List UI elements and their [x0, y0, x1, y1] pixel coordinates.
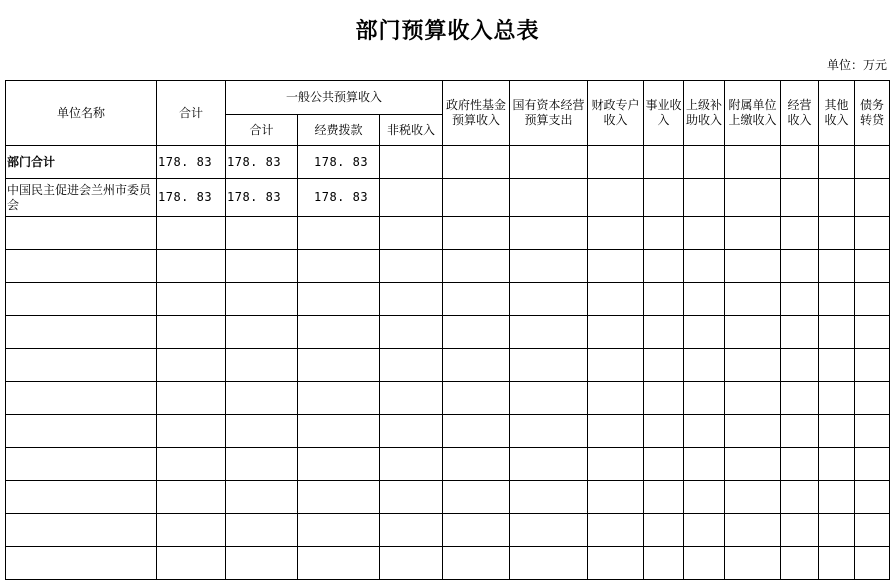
- table-cell: [644, 481, 684, 514]
- header-affiliated: 附属单位上缴收入: [725, 81, 781, 146]
- table-cell: [684, 415, 725, 448]
- table-cell: [510, 146, 588, 179]
- header-debt: 债务转贷: [855, 81, 890, 146]
- table-cell: [157, 514, 226, 547]
- table-cell: [855, 349, 890, 382]
- table-cell: [855, 316, 890, 349]
- table-cell: [819, 448, 855, 481]
- table-cell: [725, 179, 781, 217]
- table-row-empty: [6, 349, 890, 382]
- table-cell: [819, 146, 855, 179]
- table-cell: [226, 217, 298, 250]
- table-cell: [588, 349, 644, 382]
- table-cell: [157, 415, 226, 448]
- table-cell: [157, 349, 226, 382]
- table-cell: [298, 415, 380, 448]
- table-cell: [855, 146, 890, 179]
- table-cell: [644, 415, 684, 448]
- table-cell: [298, 349, 380, 382]
- table-cell: [443, 481, 510, 514]
- table-cell: [510, 349, 588, 382]
- table-cell: [6, 382, 157, 415]
- table-row-empty: [6, 250, 890, 283]
- header-appropriation: 经费拨款: [298, 115, 380, 146]
- table-cell: [855, 481, 890, 514]
- table-cell: [725, 283, 781, 316]
- table-cell: [443, 415, 510, 448]
- table-cell: [380, 349, 443, 382]
- table-cell: [443, 547, 510, 580]
- table-cell: [380, 316, 443, 349]
- table-cell: [510, 316, 588, 349]
- table-cell: [380, 250, 443, 283]
- table-cell: [684, 283, 725, 316]
- table-cell: [510, 179, 588, 217]
- table-cell: [855, 514, 890, 547]
- table-cell: [226, 316, 298, 349]
- header-business: 事业收入: [644, 81, 684, 146]
- table-cell: [644, 547, 684, 580]
- table-cell: [443, 179, 510, 217]
- table-cell: [380, 146, 443, 179]
- header-non-tax: 非税收入: [380, 115, 443, 146]
- header-gov-fund: 政府性基金预算收入: [443, 81, 510, 146]
- table-cell: [725, 514, 781, 547]
- row-appropriation: 178. 83: [298, 146, 380, 179]
- table-cell: [644, 349, 684, 382]
- table-cell: [819, 283, 855, 316]
- row-appropriation: 178. 83: [298, 179, 380, 217]
- table-cell: [6, 283, 157, 316]
- table-cell: [781, 547, 819, 580]
- table-cell: [684, 250, 725, 283]
- table-cell: [157, 547, 226, 580]
- table-cell: [226, 448, 298, 481]
- table-cell: [443, 283, 510, 316]
- table-cell: [725, 146, 781, 179]
- table-cell: [157, 250, 226, 283]
- table-cell: [725, 415, 781, 448]
- table-cell: [781, 250, 819, 283]
- table-cell: [781, 217, 819, 250]
- header-fiscal-special: 财政专户收入: [588, 81, 644, 146]
- row-unit-name: 部门合计: [6, 146, 157, 179]
- table-cell: [684, 179, 725, 217]
- header-other: 其他收入: [819, 81, 855, 146]
- table-cell: [644, 217, 684, 250]
- table-cell: [725, 481, 781, 514]
- table-cell: [443, 448, 510, 481]
- table-cell: [855, 448, 890, 481]
- table-cell: [855, 415, 890, 448]
- table-cell: [443, 514, 510, 547]
- header-state-capital: 国有资本经营预算支出: [510, 81, 588, 146]
- table-cell: [510, 547, 588, 580]
- table-cell: [298, 250, 380, 283]
- table-cell: [588, 283, 644, 316]
- table-cell: [781, 316, 819, 349]
- table-row-empty: [6, 217, 890, 250]
- table-cell: [226, 250, 298, 283]
- table-row-empty: [6, 547, 890, 580]
- table-cell: [298, 481, 380, 514]
- table-cell: [725, 547, 781, 580]
- table-cell: [380, 382, 443, 415]
- table-cell: [819, 481, 855, 514]
- table-cell: [684, 481, 725, 514]
- table-cell: [443, 382, 510, 415]
- table-cell: [588, 481, 644, 514]
- table-cell: [298, 382, 380, 415]
- header-row-1: [6, 81, 890, 115]
- header-unit-name: 单位名称: [6, 81, 157, 146]
- table-cell: [725, 316, 781, 349]
- table-cell: [588, 179, 644, 217]
- table-cell: [588, 547, 644, 580]
- table-cell: [644, 283, 684, 316]
- header-general-total: 合计: [226, 115, 298, 146]
- table-cell: [298, 316, 380, 349]
- table-row: [6, 146, 890, 179]
- table-cell: [298, 448, 380, 481]
- header-operating: 经营收入: [781, 81, 819, 146]
- table-cell: [819, 250, 855, 283]
- table-cell: [684, 146, 725, 179]
- row-general-total: 178. 83: [226, 146, 298, 179]
- table-cell: [725, 217, 781, 250]
- table-cell: [588, 217, 644, 250]
- table-cell: [157, 217, 226, 250]
- table-cell: [855, 382, 890, 415]
- table-cell: [443, 146, 510, 179]
- table-cell: [781, 514, 819, 547]
- header-total: 合计: [157, 81, 226, 146]
- table-cell: [781, 382, 819, 415]
- table-cell: [644, 146, 684, 179]
- table-cell: [644, 179, 684, 217]
- table-cell: [226, 514, 298, 547]
- table-cell: [684, 514, 725, 547]
- table-cell: [781, 448, 819, 481]
- table-cell: [855, 283, 890, 316]
- table-cell: [588, 316, 644, 349]
- table-cell: [588, 415, 644, 448]
- table-cell: [725, 349, 781, 382]
- table-cell: [819, 179, 855, 217]
- table-cell: [443, 349, 510, 382]
- table-cell: [226, 547, 298, 580]
- table-cell: [819, 547, 855, 580]
- table-cell: [510, 481, 588, 514]
- table-cell: [6, 217, 157, 250]
- table-row-empty: [6, 382, 890, 415]
- table-cell: [781, 349, 819, 382]
- table-cell: [684, 217, 725, 250]
- table-cell: [588, 382, 644, 415]
- table-cell: [443, 316, 510, 349]
- row-general-total: 178. 83: [226, 179, 298, 217]
- table-cell: [781, 481, 819, 514]
- table-cell: [6, 547, 157, 580]
- table-cell: [819, 316, 855, 349]
- table-cell: [380, 415, 443, 448]
- table-cell: [725, 382, 781, 415]
- table-cell: [684, 382, 725, 415]
- table-cell: [298, 283, 380, 316]
- table-row-empty: [6, 448, 890, 481]
- table-cell: [781, 415, 819, 448]
- table-cell: [510, 448, 588, 481]
- table-cell: [298, 547, 380, 580]
- table-cell: [380, 217, 443, 250]
- table-cell: [725, 250, 781, 283]
- table-cell: [855, 547, 890, 580]
- table-cell: [819, 382, 855, 415]
- table-row-empty: [6, 481, 890, 514]
- table-cell: [6, 349, 157, 382]
- budget-income-table: [5, 80, 890, 580]
- page-title: 部门预算收入总表: [355, 19, 540, 44]
- header-superior-subsidy: 上级补助收入: [684, 81, 725, 146]
- table-cell: [588, 514, 644, 547]
- table-cell: [588, 146, 644, 179]
- table-cell: [684, 316, 725, 349]
- header-general-budget: 一般公共预算收入: [226, 81, 443, 115]
- table-cell: [380, 283, 443, 316]
- table-cell: [644, 514, 684, 547]
- table-row-empty: [6, 283, 890, 316]
- table-cell: [819, 415, 855, 448]
- table-cell: [510, 382, 588, 415]
- table-cell: [855, 250, 890, 283]
- table-cell: [226, 481, 298, 514]
- table-cell: [380, 547, 443, 580]
- table-cell: [380, 514, 443, 547]
- table-cell: [298, 514, 380, 547]
- table-cell: [6, 514, 157, 547]
- table-row: [6, 179, 890, 217]
- table-cell: [6, 250, 157, 283]
- table-cell: [380, 481, 443, 514]
- table-cell: [819, 217, 855, 250]
- table-cell: [819, 349, 855, 382]
- table-row-empty: [6, 415, 890, 448]
- unit-label: 单位：万元: [826, 58, 887, 72]
- table-cell: [725, 448, 781, 481]
- table-cell: [510, 415, 588, 448]
- table-cell: [644, 382, 684, 415]
- table-row-empty: [6, 514, 890, 547]
- table-cell: [684, 448, 725, 481]
- table-cell: [226, 415, 298, 448]
- table-cell: [226, 382, 298, 415]
- table-cell: [644, 316, 684, 349]
- table-cell: [855, 217, 890, 250]
- table-cell: [6, 415, 157, 448]
- table-cell: [781, 146, 819, 179]
- table-cell: [510, 250, 588, 283]
- table-cell: [226, 349, 298, 382]
- table-cell: [380, 179, 443, 217]
- table-cell: [157, 382, 226, 415]
- table-row-empty: [6, 316, 890, 349]
- table-cell: [226, 283, 298, 316]
- table-cell: [644, 250, 684, 283]
- table-cell: [510, 217, 588, 250]
- table-cell: [510, 514, 588, 547]
- row-unit-name: 中国民主促进会兰州市委员会: [6, 179, 157, 217]
- table-cell: [588, 448, 644, 481]
- table-cell: [6, 448, 157, 481]
- table-cell: [443, 250, 510, 283]
- table-cell: [6, 481, 157, 514]
- table-cell: [6, 316, 157, 349]
- table-cell: [588, 250, 644, 283]
- table-cell: [157, 283, 226, 316]
- table-cell: [443, 217, 510, 250]
- table-cell: [819, 514, 855, 547]
- table-cell: [298, 217, 380, 250]
- row-total: 178. 83: [157, 146, 226, 179]
- table-cell: [157, 481, 226, 514]
- table-cell: [684, 349, 725, 382]
- table-cell: [380, 448, 443, 481]
- table-cell: [855, 179, 890, 217]
- table-cell: [157, 316, 226, 349]
- table-cell: [781, 179, 819, 217]
- table-cell: [510, 283, 588, 316]
- table-cell: [644, 448, 684, 481]
- table-cell: [781, 283, 819, 316]
- table-cell: [684, 547, 725, 580]
- table-cell: [157, 448, 226, 481]
- row-total: 178. 83: [157, 179, 226, 217]
